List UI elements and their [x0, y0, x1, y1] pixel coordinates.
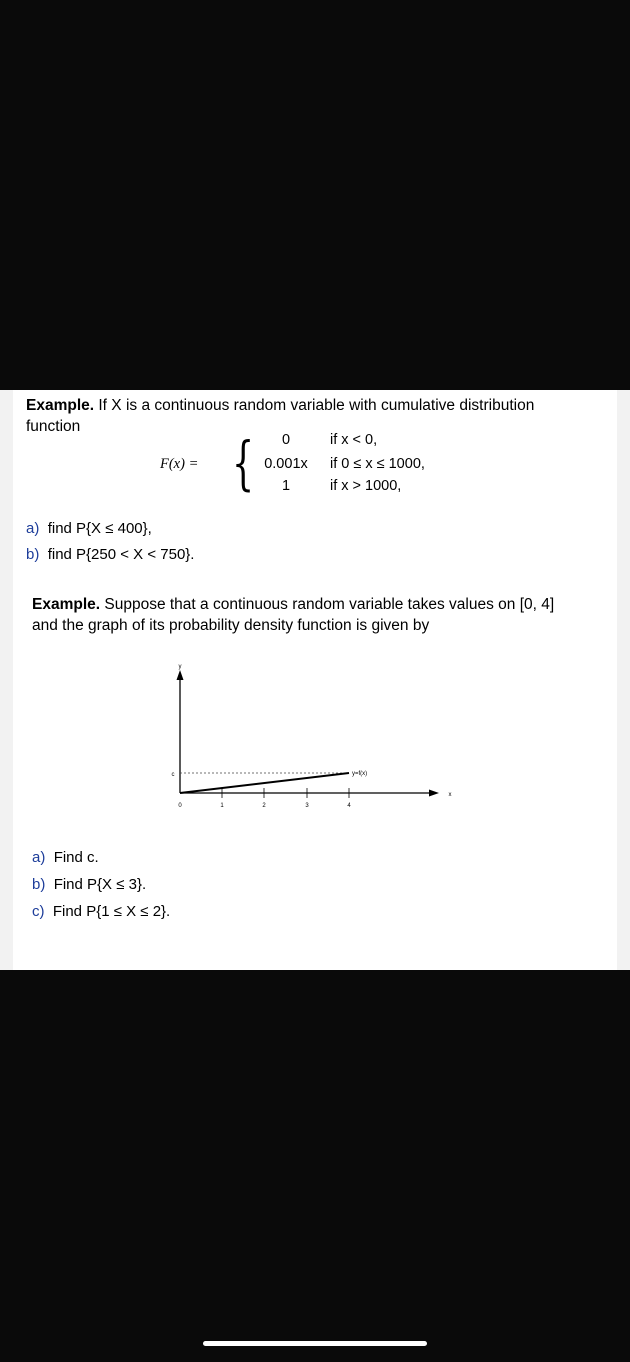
example1-part-a [26, 520, 152, 537]
x-axis-label: x [448, 792, 452, 798]
right-gutter [617, 390, 630, 970]
cdf-case-condition: if x > 1000, [330, 478, 402, 494]
example2-part-a [32, 849, 99, 866]
example1-heading: Example. [26, 397, 95, 414]
part-label: b) [32, 876, 46, 893]
y-axis-label: y [178, 664, 182, 670]
x-tick-label: 2 [262, 803, 266, 809]
part-text: find P{X ≤ 400}, [47, 520, 152, 537]
curve-label: y=f(x) [352, 771, 368, 777]
x-tick-label: 0 [178, 803, 182, 809]
example1-intro-line2: function [26, 418, 81, 435]
part-label: a) [32, 849, 46, 866]
part-text: Find P{1 ≤ X ≤ 2}. [52, 903, 171, 920]
cdf-lhs: F(x) = [160, 456, 199, 472]
c-label: c [171, 772, 175, 778]
cdf-case-value: 0.001x [264, 456, 308, 472]
example2-intro [32, 594, 607, 636]
x-tick-label: 4 [347, 803, 351, 809]
part-text: Find c. [53, 849, 99, 866]
cdf-case-value: 1 [281, 478, 291, 494]
example2-part-b [32, 876, 146, 893]
part-text: find P{250 < X < 750}. [47, 546, 195, 563]
home-indicator[interactable] [203, 1341, 427, 1346]
x-tick-label: 3 [305, 803, 309, 809]
part-label: c) [32, 903, 45, 920]
example1-intro [26, 395, 606, 437]
part-text: Find P{X ≤ 3}. [53, 876, 147, 893]
left-gutter [0, 390, 13, 970]
example1-part-b [26, 546, 194, 563]
cdf-case-condition: if x < 0, [330, 432, 378, 448]
y-axis-arrow [177, 670, 184, 680]
example2-intro-line2: and the graph of its probability density function is given by [32, 617, 430, 634]
example2-part-c [32, 903, 170, 920]
pdf-line [180, 773, 349, 793]
example1-intro-line1: If X is a continuous random variable with cumulative distribution [98, 397, 535, 414]
cdf-case-value: 0 [281, 432, 291, 448]
x-axis-arrow [429, 790, 439, 797]
cdf-case-condition: if 0 ≤ x ≤ 1000, [330, 456, 425, 472]
pdf-graph [160, 660, 460, 820]
part-label: a) [26, 520, 40, 537]
example2-heading: Example. [32, 596, 101, 613]
x-tick-label: 1 [220, 803, 224, 809]
example2-intro-line1: Suppose that a continuous random variable takes values on [0, 4] [104, 596, 555, 613]
part-label: b) [26, 546, 40, 563]
cases-brace: { [232, 429, 255, 497]
